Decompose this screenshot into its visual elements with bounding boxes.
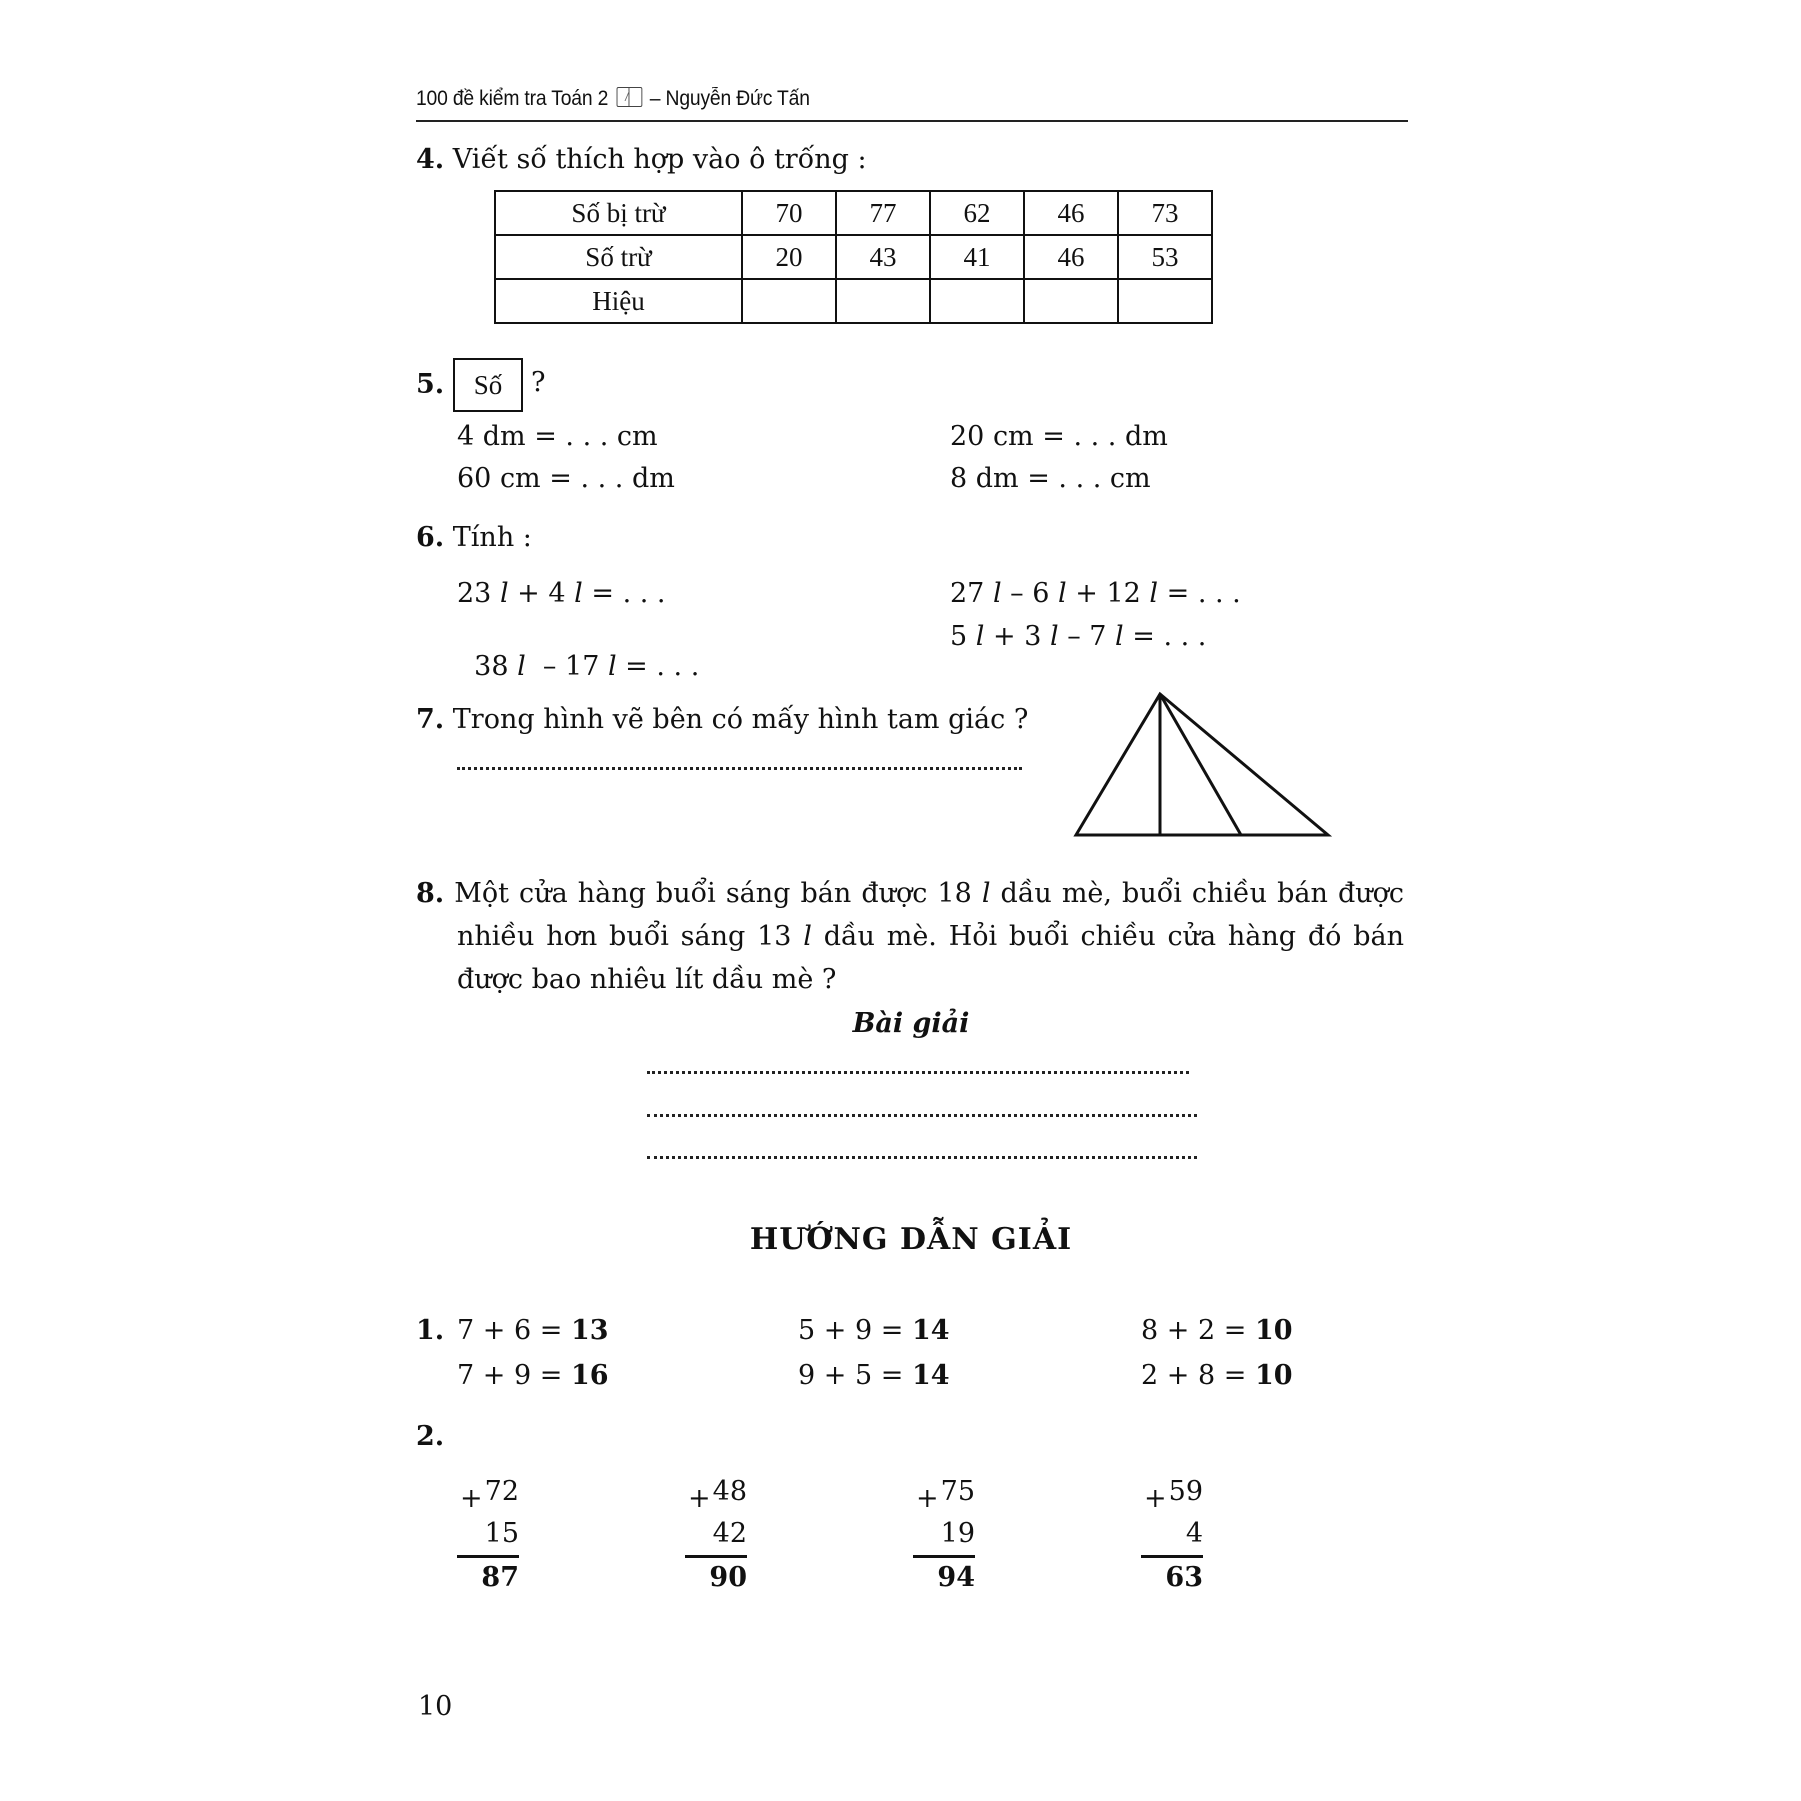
column-addition xyxy=(687,1471,747,1598)
page-number: 10 xyxy=(418,1691,453,1722)
result: 16 xyxy=(570,1360,609,1391)
addend: 4 xyxy=(1185,1518,1203,1549)
plus-sign: + xyxy=(916,1483,939,1514)
cell: 41 xyxy=(930,235,1024,279)
calc-item xyxy=(950,579,1241,609)
term: 5 xyxy=(950,621,976,652)
unit: l xyxy=(803,921,812,952)
question-text: Tính : xyxy=(452,522,532,553)
expression: 7 + 6 = xyxy=(457,1315,571,1346)
unit: l xyxy=(975,621,985,652)
answer-item xyxy=(457,1361,609,1391)
answer-cell[interactable] xyxy=(930,279,1024,323)
answer-item xyxy=(798,1361,950,1391)
answer-item xyxy=(457,1316,609,1346)
header-author: – Nguyễn Đức Tấn xyxy=(649,87,810,110)
unit: l xyxy=(992,578,1002,609)
text: Một cửa hàng buổi sáng bán được 18 xyxy=(454,878,982,909)
unit: l xyxy=(1058,578,1067,609)
question-text: Trong hình vẽ bên có mấy hình tam giác ? xyxy=(452,704,1029,735)
calc-item xyxy=(950,622,1206,652)
term: – 7 xyxy=(1058,621,1116,652)
plus-sign: + xyxy=(1144,1483,1167,1514)
result: 14 xyxy=(911,1315,950,1346)
table-row xyxy=(495,279,1212,323)
unit: l xyxy=(607,651,617,682)
question-number: 7. xyxy=(416,704,445,735)
answer-number: 2. xyxy=(416,1421,445,1452)
addend: 72 xyxy=(484,1476,519,1507)
cell: 70 xyxy=(742,191,836,235)
boxed-label: Số xyxy=(453,358,523,412)
plus-sign: + xyxy=(460,1483,483,1514)
question-number: 4. xyxy=(416,144,445,175)
unit: l xyxy=(1049,621,1059,652)
term: – 6 xyxy=(1001,578,1059,609)
solution-label: Bài giải xyxy=(852,1008,970,1039)
cell: 53 xyxy=(1118,235,1212,279)
answer-item xyxy=(1141,1361,1293,1391)
unit: l xyxy=(499,578,509,609)
expression: 7 + 9 = xyxy=(457,1360,571,1391)
answer-line[interactable] xyxy=(647,1114,1197,1117)
text: nhiều hơn buổi sáng 13 xyxy=(457,921,804,952)
term: + 3 xyxy=(984,621,1050,652)
answer-line[interactable] xyxy=(457,767,1022,770)
conversion-item: 8 dm = . . . cm xyxy=(950,463,1151,494)
question-8-line: được bao nhiêu lít dầu mè ? xyxy=(457,964,837,995)
result: 14 xyxy=(911,1360,950,1391)
sum-result: 94 xyxy=(937,1561,975,1593)
addend: 48 xyxy=(712,1476,747,1507)
question-number: 6. xyxy=(416,522,445,553)
question-number: 5. xyxy=(416,369,445,400)
answer-cell[interactable] xyxy=(742,279,836,323)
term: + 12 xyxy=(1066,578,1150,609)
row-label: Số bị trừ xyxy=(495,191,742,235)
cell: 46 xyxy=(1024,191,1118,235)
triangle-figure xyxy=(1070,688,1340,843)
addend: 19 xyxy=(940,1518,975,1549)
row-label: Hiệu xyxy=(495,279,742,323)
expression: 8 + 2 = xyxy=(1141,1315,1255,1346)
expression: 2 + 8 = xyxy=(1141,1360,1255,1391)
book-icon xyxy=(616,87,642,107)
question-8-line xyxy=(457,922,1404,952)
term: – 17 xyxy=(525,651,608,682)
plus-sign: + xyxy=(688,1483,711,1514)
header-rule xyxy=(416,120,1408,122)
sum-result: 90 xyxy=(709,1561,747,1593)
addend: 42 xyxy=(712,1518,747,1549)
question-7 xyxy=(416,705,1028,735)
calc-item xyxy=(457,622,699,682)
question-8-line xyxy=(416,879,1404,909)
column-addition xyxy=(459,1471,519,1598)
expression: 9 + 5 = xyxy=(798,1360,912,1391)
answer-item xyxy=(1141,1316,1293,1346)
term: = . . . xyxy=(1123,621,1207,652)
unit: l xyxy=(574,578,583,609)
term: = . . . xyxy=(1158,578,1241,609)
table-row xyxy=(495,191,1212,235)
question-4 xyxy=(416,145,867,175)
column-addition xyxy=(1143,1471,1203,1598)
sum-result: 63 xyxy=(1165,1561,1203,1593)
question-number: 8. xyxy=(416,878,445,909)
conversion-item: 60 cm = . . . dm xyxy=(457,463,675,494)
header-title: 100 đề kiểm tra Toán 2 xyxy=(416,87,609,110)
column-addition xyxy=(915,1471,975,1598)
term: 38 xyxy=(474,651,518,682)
term: = . . . xyxy=(616,651,700,682)
running-header xyxy=(416,87,810,111)
term: = . . . xyxy=(582,578,666,609)
question-6 xyxy=(416,523,532,553)
answer-line[interactable] xyxy=(647,1156,1197,1159)
sum-result: 87 xyxy=(481,1561,519,1593)
section-title: HƯỚNG DẪN GIẢI xyxy=(749,1222,1073,1257)
question-suffix: ? xyxy=(531,367,546,398)
cell: 62 xyxy=(930,191,1024,235)
answer-cell[interactable] xyxy=(836,279,930,323)
inner-line xyxy=(1160,694,1241,835)
cell: 46 xyxy=(1024,235,1118,279)
answer-item xyxy=(798,1316,950,1346)
term: 23 xyxy=(457,578,500,609)
addend: 75 xyxy=(940,1476,975,1507)
table-row xyxy=(495,235,1212,279)
result: 10 xyxy=(1254,1360,1293,1391)
cell: 73 xyxy=(1118,191,1212,235)
cell: 77 xyxy=(836,191,930,235)
text: dầu mè. Hỏi buổi chiều cửa hàng đó bán xyxy=(811,921,1404,952)
expression: 5 + 9 = xyxy=(798,1315,912,1346)
row-label: Số trừ xyxy=(495,235,742,279)
result: 10 xyxy=(1254,1315,1293,1346)
answer-cell[interactable] xyxy=(1024,279,1118,323)
result: 13 xyxy=(570,1315,609,1346)
term: + 4 xyxy=(508,578,575,609)
unit: l xyxy=(517,651,526,682)
answer-number: 1. xyxy=(416,1315,445,1346)
conversion-item: 20 cm = . . . dm xyxy=(950,421,1168,452)
answer-cell[interactable] xyxy=(1118,279,1212,323)
term: 27 xyxy=(950,578,993,609)
question-text: Viết số thích hợp vào ô trống : xyxy=(452,144,867,175)
text: dầu mè, buổi chiều bán được xyxy=(990,878,1404,909)
cell: 43 xyxy=(836,235,930,279)
unit: l xyxy=(1149,578,1159,609)
calc-item xyxy=(457,579,666,609)
unit: l xyxy=(981,878,991,909)
unit: l xyxy=(1115,621,1124,652)
subtraction-table xyxy=(494,190,1213,324)
cell: 20 xyxy=(742,235,836,279)
answer-line[interactable] xyxy=(647,1071,1189,1074)
conversion-item: 4 dm = . . . cm xyxy=(457,421,658,452)
addend: 15 xyxy=(484,1518,519,1549)
addend: 59 xyxy=(1168,1476,1203,1507)
